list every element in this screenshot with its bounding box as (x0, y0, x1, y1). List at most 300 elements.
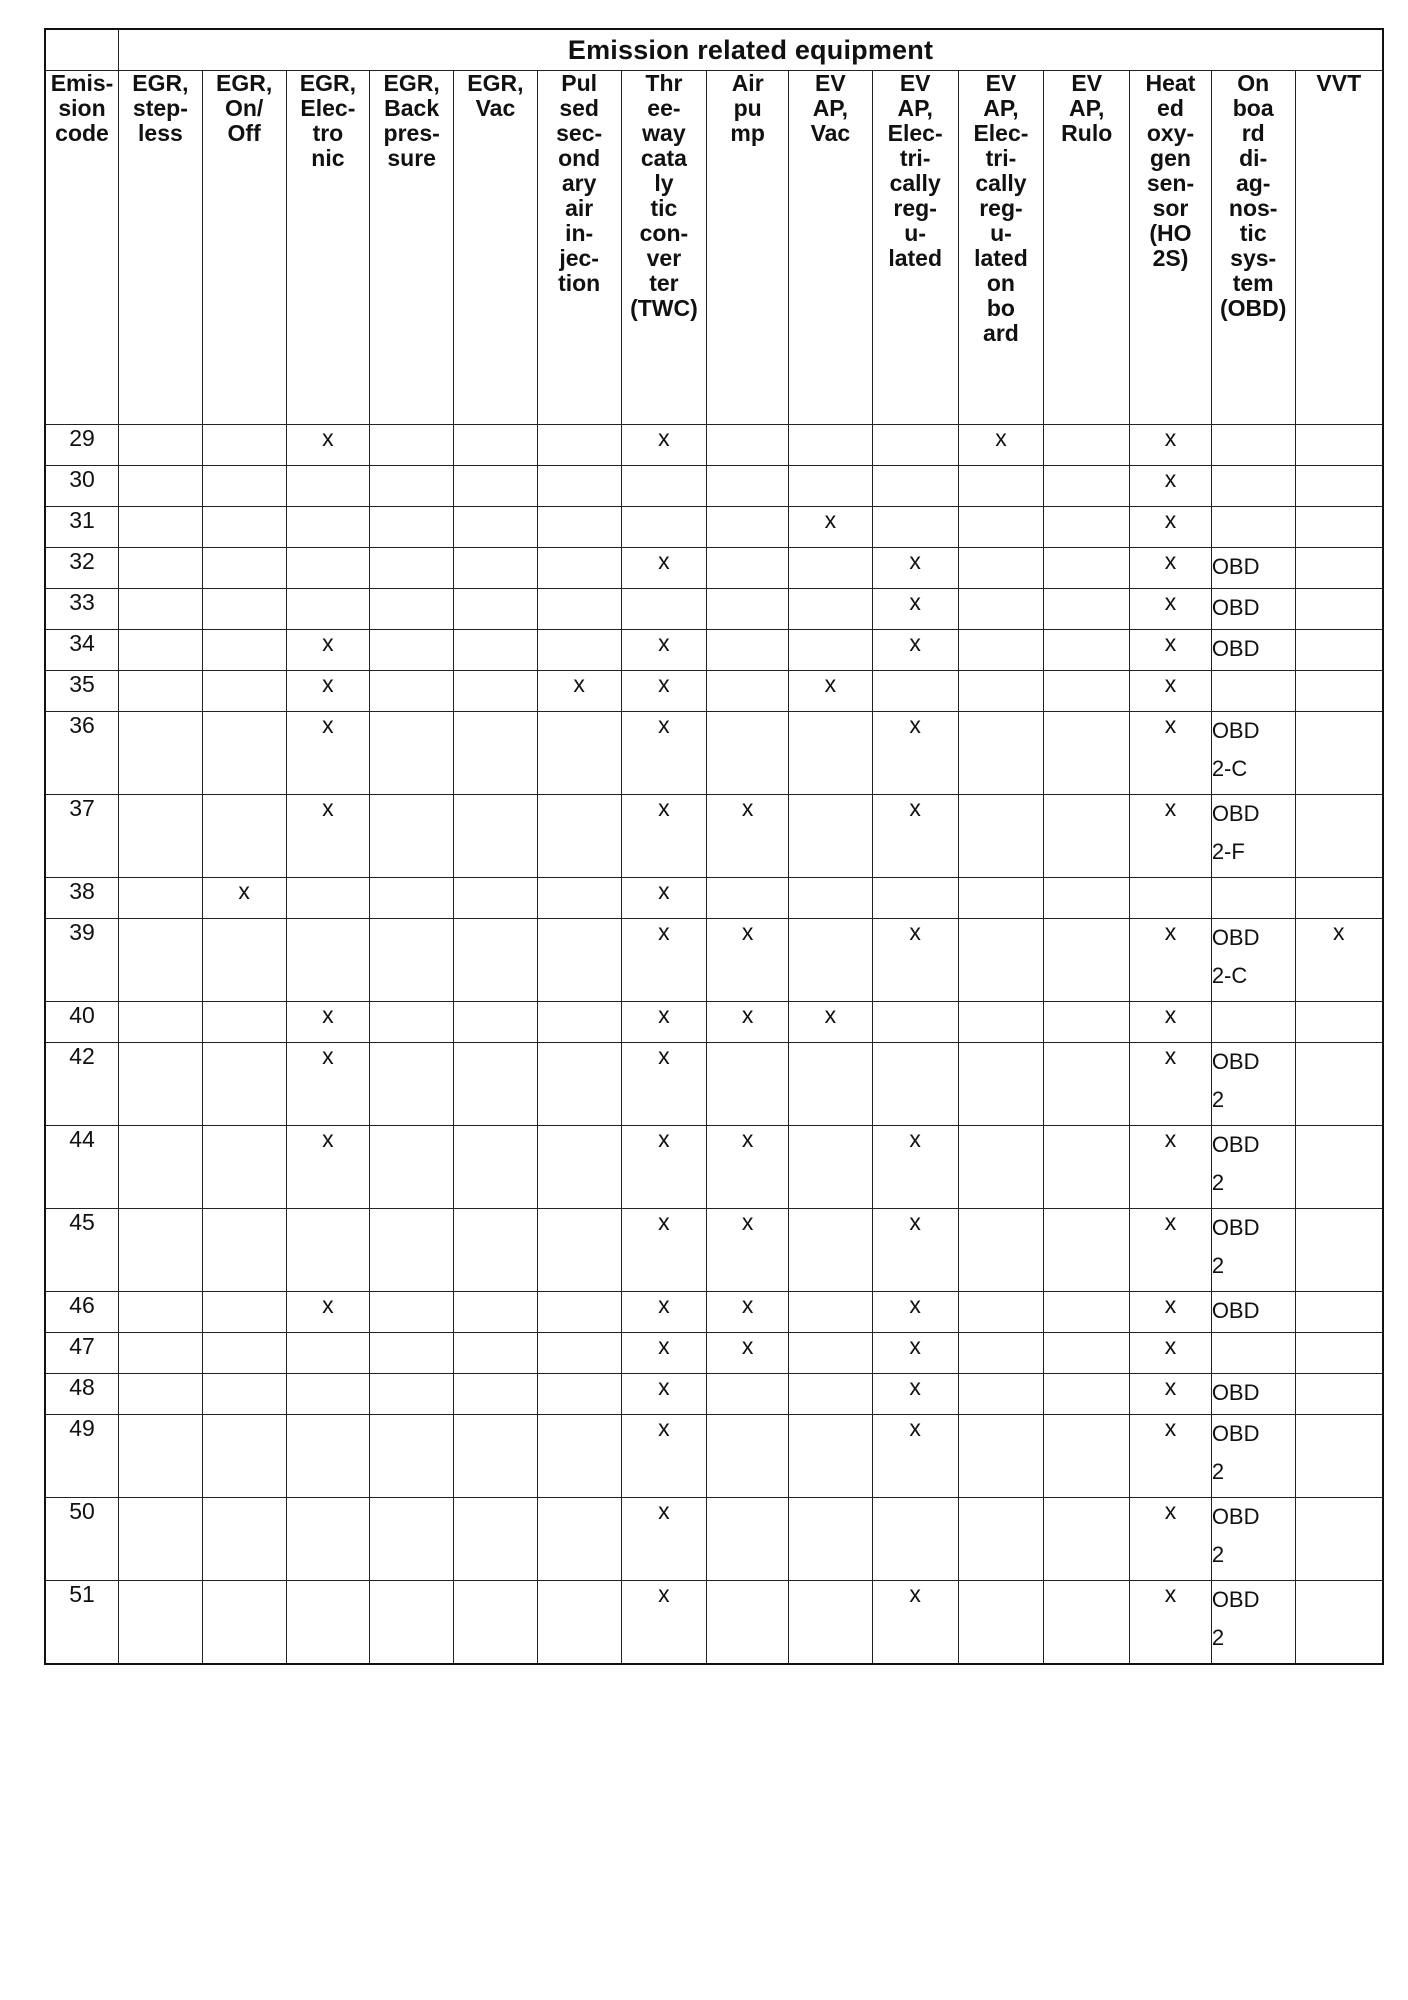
cell-egr-stepless (119, 630, 203, 671)
table-row (45, 589, 1383, 630)
cell-egr-stepless (119, 425, 203, 466)
cell-ho2s: x (1130, 1209, 1212, 1292)
column-header-label: EGR, step- less (132, 70, 189, 146)
cell-air-pump (707, 712, 789, 795)
cell-evap-rulo (1044, 1043, 1130, 1126)
cell-evap-elec-onboard (958, 507, 1044, 548)
cell-obd (1211, 466, 1295, 507)
cell-egr-backpressure (370, 466, 454, 507)
emission-code-cell: 47 (45, 1333, 119, 1374)
emission-code-cell: 46 (45, 1292, 119, 1333)
cell-pulsed-air (537, 1002, 621, 1043)
table-row (45, 1581, 1383, 1665)
cell-egr-stepless (119, 466, 203, 507)
column-header-label: EV AP, Rulo (1061, 70, 1113, 146)
cell-evap-elec-onboard (958, 878, 1044, 919)
cell-egr-electronic: x (286, 712, 370, 795)
column-header-label: EGR, On/ Off (216, 70, 273, 146)
cell-pulsed-air (537, 1333, 621, 1374)
cell-pulsed-air (537, 1498, 621, 1581)
cell-air-pump: x (707, 1292, 789, 1333)
column-header-evap-elec (872, 71, 958, 425)
cell-pulsed-air (537, 589, 621, 630)
cell-air-pump (707, 1581, 789, 1665)
cell-egr-backpressure (370, 712, 454, 795)
cell-evap-vac (789, 548, 873, 589)
cell-egr-backpressure (370, 1126, 454, 1209)
cell-twc: x (621, 1374, 707, 1415)
column-header-egr-backpressure (370, 71, 454, 425)
cell-evap-elec: x (872, 630, 958, 671)
cell-evap-elec-onboard (958, 630, 1044, 671)
cell-ho2s: x (1130, 1581, 1212, 1665)
cell-air-pump (707, 1374, 789, 1415)
column-header-evap-elec-onboard (958, 71, 1044, 425)
cell-ho2s: x (1130, 1126, 1212, 1209)
table-row (45, 1126, 1383, 1209)
cell-evap-elec-onboard (958, 1374, 1044, 1415)
cell-twc: x (621, 712, 707, 795)
cell-pulsed-air (537, 712, 621, 795)
cell-egr-electronic (286, 1209, 370, 1292)
cell-pulsed-air (537, 1292, 621, 1333)
cell-egr-onoff (202, 425, 286, 466)
cell-ho2s: x (1130, 1292, 1212, 1333)
cell-twc (621, 507, 707, 548)
cell-egr-electronic (286, 1581, 370, 1665)
cell-egr-onoff (202, 1333, 286, 1374)
cell-evap-elec: x (872, 1209, 958, 1292)
cell-egr-vac (454, 1292, 538, 1333)
cell-evap-elec (872, 425, 958, 466)
cell-ho2s: x (1130, 507, 1212, 548)
cell-evap-rulo (1044, 1374, 1130, 1415)
cell-egr-onoff (202, 1126, 286, 1209)
cell-vvt (1295, 589, 1383, 630)
cell-egr-backpressure (370, 1002, 454, 1043)
cell-egr-onoff (202, 919, 286, 1002)
cell-evap-elec: x (872, 1374, 958, 1415)
cell-evap-elec: x (872, 1126, 958, 1209)
cell-egr-stepless (119, 1002, 203, 1043)
cell-egr-electronic (286, 1498, 370, 1581)
column-header-label: EGR, Back pres- sure (383, 70, 440, 171)
cell-evap-vac (789, 1498, 873, 1581)
cell-ho2s: x (1130, 425, 1212, 466)
cell-evap-rulo (1044, 1498, 1130, 1581)
emission-code-cell: 37 (45, 795, 119, 878)
cell-obd: OBD (1211, 1374, 1295, 1415)
cell-obd: OBD 2-C (1211, 919, 1295, 1002)
column-header-egr-onoff (202, 71, 286, 425)
cell-vvt (1295, 466, 1383, 507)
cell-air-pump (707, 589, 789, 630)
cell-pulsed-air (537, 630, 621, 671)
cell-air-pump (707, 548, 789, 589)
cell-pulsed-air (537, 466, 621, 507)
cell-evap-elec-onboard (958, 1333, 1044, 1374)
table-row (45, 1498, 1383, 1581)
cell-egr-electronic (286, 548, 370, 589)
table-row (45, 712, 1383, 795)
cell-egr-vac (454, 1581, 538, 1665)
cell-egr-onoff (202, 1209, 286, 1292)
cell-evap-elec-onboard (958, 589, 1044, 630)
cell-air-pump: x (707, 1209, 789, 1292)
cell-obd (1211, 878, 1295, 919)
cell-egr-onoff (202, 712, 286, 795)
cell-evap-rulo (1044, 630, 1130, 671)
column-header-egr-vac (454, 71, 538, 425)
cell-egr-backpressure (370, 589, 454, 630)
cell-evap-vac: x (789, 1002, 873, 1043)
cell-egr-stepless (119, 1374, 203, 1415)
emission-code-cell: 34 (45, 630, 119, 671)
table-row (45, 466, 1383, 507)
cell-egr-vac (454, 1374, 538, 1415)
table-row (45, 1333, 1383, 1374)
cell-evap-vac (789, 1581, 873, 1665)
column-header-ho2s (1130, 71, 1212, 425)
cell-egr-electronic (286, 1333, 370, 1374)
cell-evap-elec (872, 671, 958, 712)
cell-egr-onoff (202, 1374, 286, 1415)
cell-egr-vac (454, 1002, 538, 1043)
cell-evap-rulo (1044, 1292, 1130, 1333)
emission-code-cell: 33 (45, 589, 119, 630)
cell-evap-vac (789, 1209, 873, 1292)
cell-evap-elec: x (872, 1333, 958, 1374)
cell-twc (621, 466, 707, 507)
cell-evap-rulo (1044, 1581, 1130, 1665)
cell-pulsed-air (537, 1374, 621, 1415)
cell-egr-electronic: x (286, 1002, 370, 1043)
cell-air-pump (707, 1043, 789, 1126)
cell-egr-stepless (119, 548, 203, 589)
cell-ho2s: x (1130, 1415, 1212, 1498)
cell-evap-vac (789, 1374, 873, 1415)
cell-evap-elec-onboard (958, 548, 1044, 589)
cell-egr-backpressure (370, 1581, 454, 1665)
cell-obd: OBD 2 (1211, 1415, 1295, 1498)
cell-evap-elec: x (872, 548, 958, 589)
cell-evap-rulo (1044, 1126, 1130, 1209)
cell-evap-elec: x (872, 1292, 958, 1333)
column-header-row (45, 71, 1383, 425)
cell-evap-elec (872, 507, 958, 548)
cell-obd: OBD 2-C (1211, 712, 1295, 795)
cell-ho2s: x (1130, 466, 1212, 507)
cell-egr-electronic (286, 507, 370, 548)
cell-twc: x (621, 1581, 707, 1665)
cell-egr-backpressure (370, 1292, 454, 1333)
column-header-label: EGR, Elec- tro nic (299, 70, 357, 171)
cell-evap-rulo (1044, 1209, 1130, 1292)
cell-egr-stepless (119, 589, 203, 630)
cell-obd: OBD (1211, 1292, 1295, 1333)
emission-code-cell: 35 (45, 671, 119, 712)
cell-obd (1211, 507, 1295, 548)
cell-pulsed-air (537, 1581, 621, 1665)
cell-egr-stepless (119, 878, 203, 919)
cell-obd: OBD (1211, 548, 1295, 589)
cell-evap-elec-onboard (958, 712, 1044, 795)
cell-air-pump (707, 671, 789, 712)
cell-ho2s: x (1130, 1333, 1212, 1374)
cell-egr-vac (454, 425, 538, 466)
cell-egr-stepless (119, 1043, 203, 1126)
column-header-air-pump (707, 71, 789, 425)
cell-egr-electronic (286, 878, 370, 919)
cell-evap-elec-onboard (958, 1209, 1044, 1292)
cell-obd (1211, 1002, 1295, 1043)
cell-vvt (1295, 630, 1383, 671)
emission-code-cell: 40 (45, 1002, 119, 1043)
cell-twc: x (621, 1126, 707, 1209)
cell-ho2s: x (1130, 919, 1212, 1002)
cell-egr-backpressure (370, 425, 454, 466)
cell-vvt (1295, 1126, 1383, 1209)
cell-pulsed-air: x (537, 671, 621, 712)
column-header-evap-vac (789, 71, 873, 425)
cell-egr-vac (454, 1126, 538, 1209)
cell-evap-vac (789, 878, 873, 919)
column-header-twc (621, 71, 707, 425)
cell-egr-backpressure (370, 548, 454, 589)
cell-evap-rulo (1044, 1333, 1130, 1374)
cell-obd: OBD 2-F (1211, 795, 1295, 878)
cell-egr-vac (454, 795, 538, 878)
cell-air-pump (707, 1415, 789, 1498)
cell-egr-electronic (286, 919, 370, 1002)
cell-pulsed-air (537, 1415, 621, 1498)
column-header-label: On boa rd di- ag- nos- tic sys- tem (OBD) (1219, 70, 1287, 321)
cell-vvt (1295, 1333, 1383, 1374)
cell-vvt (1295, 1002, 1383, 1043)
cell-twc: x (621, 795, 707, 878)
cell-evap-vac (789, 1292, 873, 1333)
cell-vvt (1295, 507, 1383, 548)
cell-evap-vac (789, 1333, 873, 1374)
table-row (45, 878, 1383, 919)
cell-twc: x (621, 1292, 707, 1333)
table-row (45, 795, 1383, 878)
cell-evap-elec-onboard (958, 466, 1044, 507)
cell-evap-elec-onboard (958, 1043, 1044, 1126)
emission-code-cell: 51 (45, 1581, 119, 1665)
cell-egr-backpressure (370, 878, 454, 919)
emission-code-cell: 50 (45, 1498, 119, 1581)
cell-air-pump: x (707, 795, 789, 878)
cell-egr-onoff (202, 548, 286, 589)
cell-obd: OBD 2 (1211, 1126, 1295, 1209)
cell-egr-backpressure (370, 1415, 454, 1498)
cell-twc: x (621, 919, 707, 1002)
cell-vvt (1295, 795, 1383, 878)
cell-egr-electronic: x (286, 425, 370, 466)
cell-egr-vac (454, 589, 538, 630)
cell-ho2s (1130, 878, 1212, 919)
emission-code-cell: 30 (45, 466, 119, 507)
cell-evap-vac (789, 712, 873, 795)
cell-evap-vac (789, 630, 873, 671)
cell-egr-backpressure (370, 919, 454, 1002)
cell-evap-vac: x (789, 507, 873, 548)
cell-evap-elec-onboard (958, 1126, 1044, 1209)
cell-evap-elec-onboard (958, 1498, 1044, 1581)
cell-egr-stepless (119, 1209, 203, 1292)
cell-egr-electronic: x (286, 795, 370, 878)
column-header-label: EV AP, Elec- tri- cally reg- u- lated on bo ard (973, 70, 1029, 346)
table-row (45, 671, 1383, 712)
cell-air-pump (707, 466, 789, 507)
cell-ho2s: x (1130, 795, 1212, 878)
cell-vvt (1295, 425, 1383, 466)
column-header-label: EGR, Vac (467, 70, 524, 121)
column-header-label: Emis- sion code (50, 70, 114, 146)
table-row (45, 630, 1383, 671)
column-header-egr-electronic (286, 71, 370, 425)
cell-evap-vac (789, 795, 873, 878)
cell-egr-stepless (119, 1126, 203, 1209)
emission-code-cell: 45 (45, 1209, 119, 1292)
cell-egr-onoff (202, 466, 286, 507)
cell-egr-onoff (202, 795, 286, 878)
cell-evap-elec (872, 1043, 958, 1126)
cell-air-pump (707, 507, 789, 548)
cell-obd: OBD 2 (1211, 1209, 1295, 1292)
emission-code-cell: 36 (45, 712, 119, 795)
cell-pulsed-air (537, 507, 621, 548)
cell-ho2s: x (1130, 1043, 1212, 1126)
cell-egr-backpressure (370, 1209, 454, 1292)
cell-evap-elec (872, 1002, 958, 1043)
cell-egr-vac (454, 1415, 538, 1498)
cell-egr-vac (454, 507, 538, 548)
cell-egr-onoff (202, 1498, 286, 1581)
cell-twc: x (621, 1415, 707, 1498)
cell-air-pump (707, 425, 789, 466)
table-row (45, 919, 1383, 1002)
cell-pulsed-air (537, 425, 621, 466)
cell-obd: OBD 2 (1211, 1581, 1295, 1665)
cell-egr-backpressure (370, 1043, 454, 1126)
cell-ho2s: x (1130, 589, 1212, 630)
cell-egr-onoff (202, 1415, 286, 1498)
cell-air-pump (707, 878, 789, 919)
cell-pulsed-air (537, 548, 621, 589)
cell-air-pump (707, 630, 789, 671)
cell-egr-vac (454, 630, 538, 671)
cell-evap-vac (789, 589, 873, 630)
cell-evap-elec (872, 1498, 958, 1581)
cell-egr-electronic: x (286, 630, 370, 671)
cell-evap-elec: x (872, 919, 958, 1002)
cell-evap-elec-onboard (958, 1415, 1044, 1498)
cell-egr-onoff (202, 1292, 286, 1333)
cell-vvt (1295, 1209, 1383, 1292)
emission-code-cell: 39 (45, 919, 119, 1002)
cell-twc: x (621, 671, 707, 712)
cell-twc: x (621, 1043, 707, 1126)
cell-egr-onoff: x (202, 878, 286, 919)
cell-egr-electronic (286, 1415, 370, 1498)
cell-evap-vac (789, 1043, 873, 1126)
cell-egr-onoff (202, 1043, 286, 1126)
cell-pulsed-air (537, 1126, 621, 1209)
cell-vvt (1295, 1415, 1383, 1498)
cell-air-pump: x (707, 1126, 789, 1209)
cell-evap-rulo (1044, 507, 1130, 548)
cell-pulsed-air (537, 1043, 621, 1126)
emission-code-cell: 38 (45, 878, 119, 919)
cell-vvt (1295, 1498, 1383, 1581)
emission-code-cell: 48 (45, 1374, 119, 1415)
cell-egr-stepless (119, 1333, 203, 1374)
cell-evap-elec: x (872, 795, 958, 878)
cell-evap-vac (789, 919, 873, 1002)
table-group-title: Emission related equipment (119, 29, 1383, 71)
cell-egr-backpressure (370, 1498, 454, 1581)
cell-ho2s: x (1130, 1374, 1212, 1415)
emission-equipment-table (44, 28, 1384, 1665)
cell-evap-elec (872, 466, 958, 507)
cell-ho2s: x (1130, 1002, 1212, 1043)
cell-air-pump: x (707, 1333, 789, 1374)
cell-twc: x (621, 1498, 707, 1581)
cell-egr-backpressure (370, 630, 454, 671)
cell-vvt (1295, 1292, 1383, 1333)
cell-egr-stepless (119, 795, 203, 878)
cell-ho2s: x (1130, 1498, 1212, 1581)
cell-obd: OBD (1211, 589, 1295, 630)
cell-evap-elec: x (872, 589, 958, 630)
cell-evap-rulo (1044, 1002, 1130, 1043)
cell-obd: OBD (1211, 630, 1295, 671)
cell-ho2s: x (1130, 671, 1212, 712)
cell-evap-rulo (1044, 671, 1130, 712)
column-header-vvt (1295, 71, 1383, 425)
cell-egr-stepless (119, 1292, 203, 1333)
cell-egr-backpressure (370, 1333, 454, 1374)
column-header-label: Air pu mp (730, 70, 765, 146)
cell-evap-rulo (1044, 712, 1130, 795)
cell-obd: OBD 2 (1211, 1498, 1295, 1581)
cell-evap-vac (789, 1415, 873, 1498)
cell-egr-vac (454, 1498, 538, 1581)
column-header-code (45, 71, 119, 425)
column-header-evap-rulo (1044, 71, 1130, 425)
cell-egr-backpressure (370, 1374, 454, 1415)
cell-egr-vac (454, 548, 538, 589)
cell-obd: OBD 2 (1211, 1043, 1295, 1126)
column-header-label: VVT (1316, 70, 1362, 96)
column-header-label: Pul sed sec- ond ary air in- jec- tion (556, 70, 603, 296)
cell-egr-stepless (119, 1415, 203, 1498)
cell-egr-electronic: x (286, 1292, 370, 1333)
cell-evap-elec-onboard (958, 671, 1044, 712)
cell-evap-elec-onboard (958, 919, 1044, 1002)
table-row (45, 1415, 1383, 1498)
table-body (45, 425, 1383, 1665)
column-header-label: Thr ee- way cata ly tic con- ver ter (TWC) (630, 70, 698, 321)
cell-air-pump (707, 1498, 789, 1581)
column-header-label: EV AP, Vac (810, 70, 851, 146)
table-row (45, 1043, 1383, 1126)
cell-evap-elec-onboard (958, 1002, 1044, 1043)
cell-evap-elec-onboard (958, 1292, 1044, 1333)
emission-code-cell: 31 (45, 507, 119, 548)
